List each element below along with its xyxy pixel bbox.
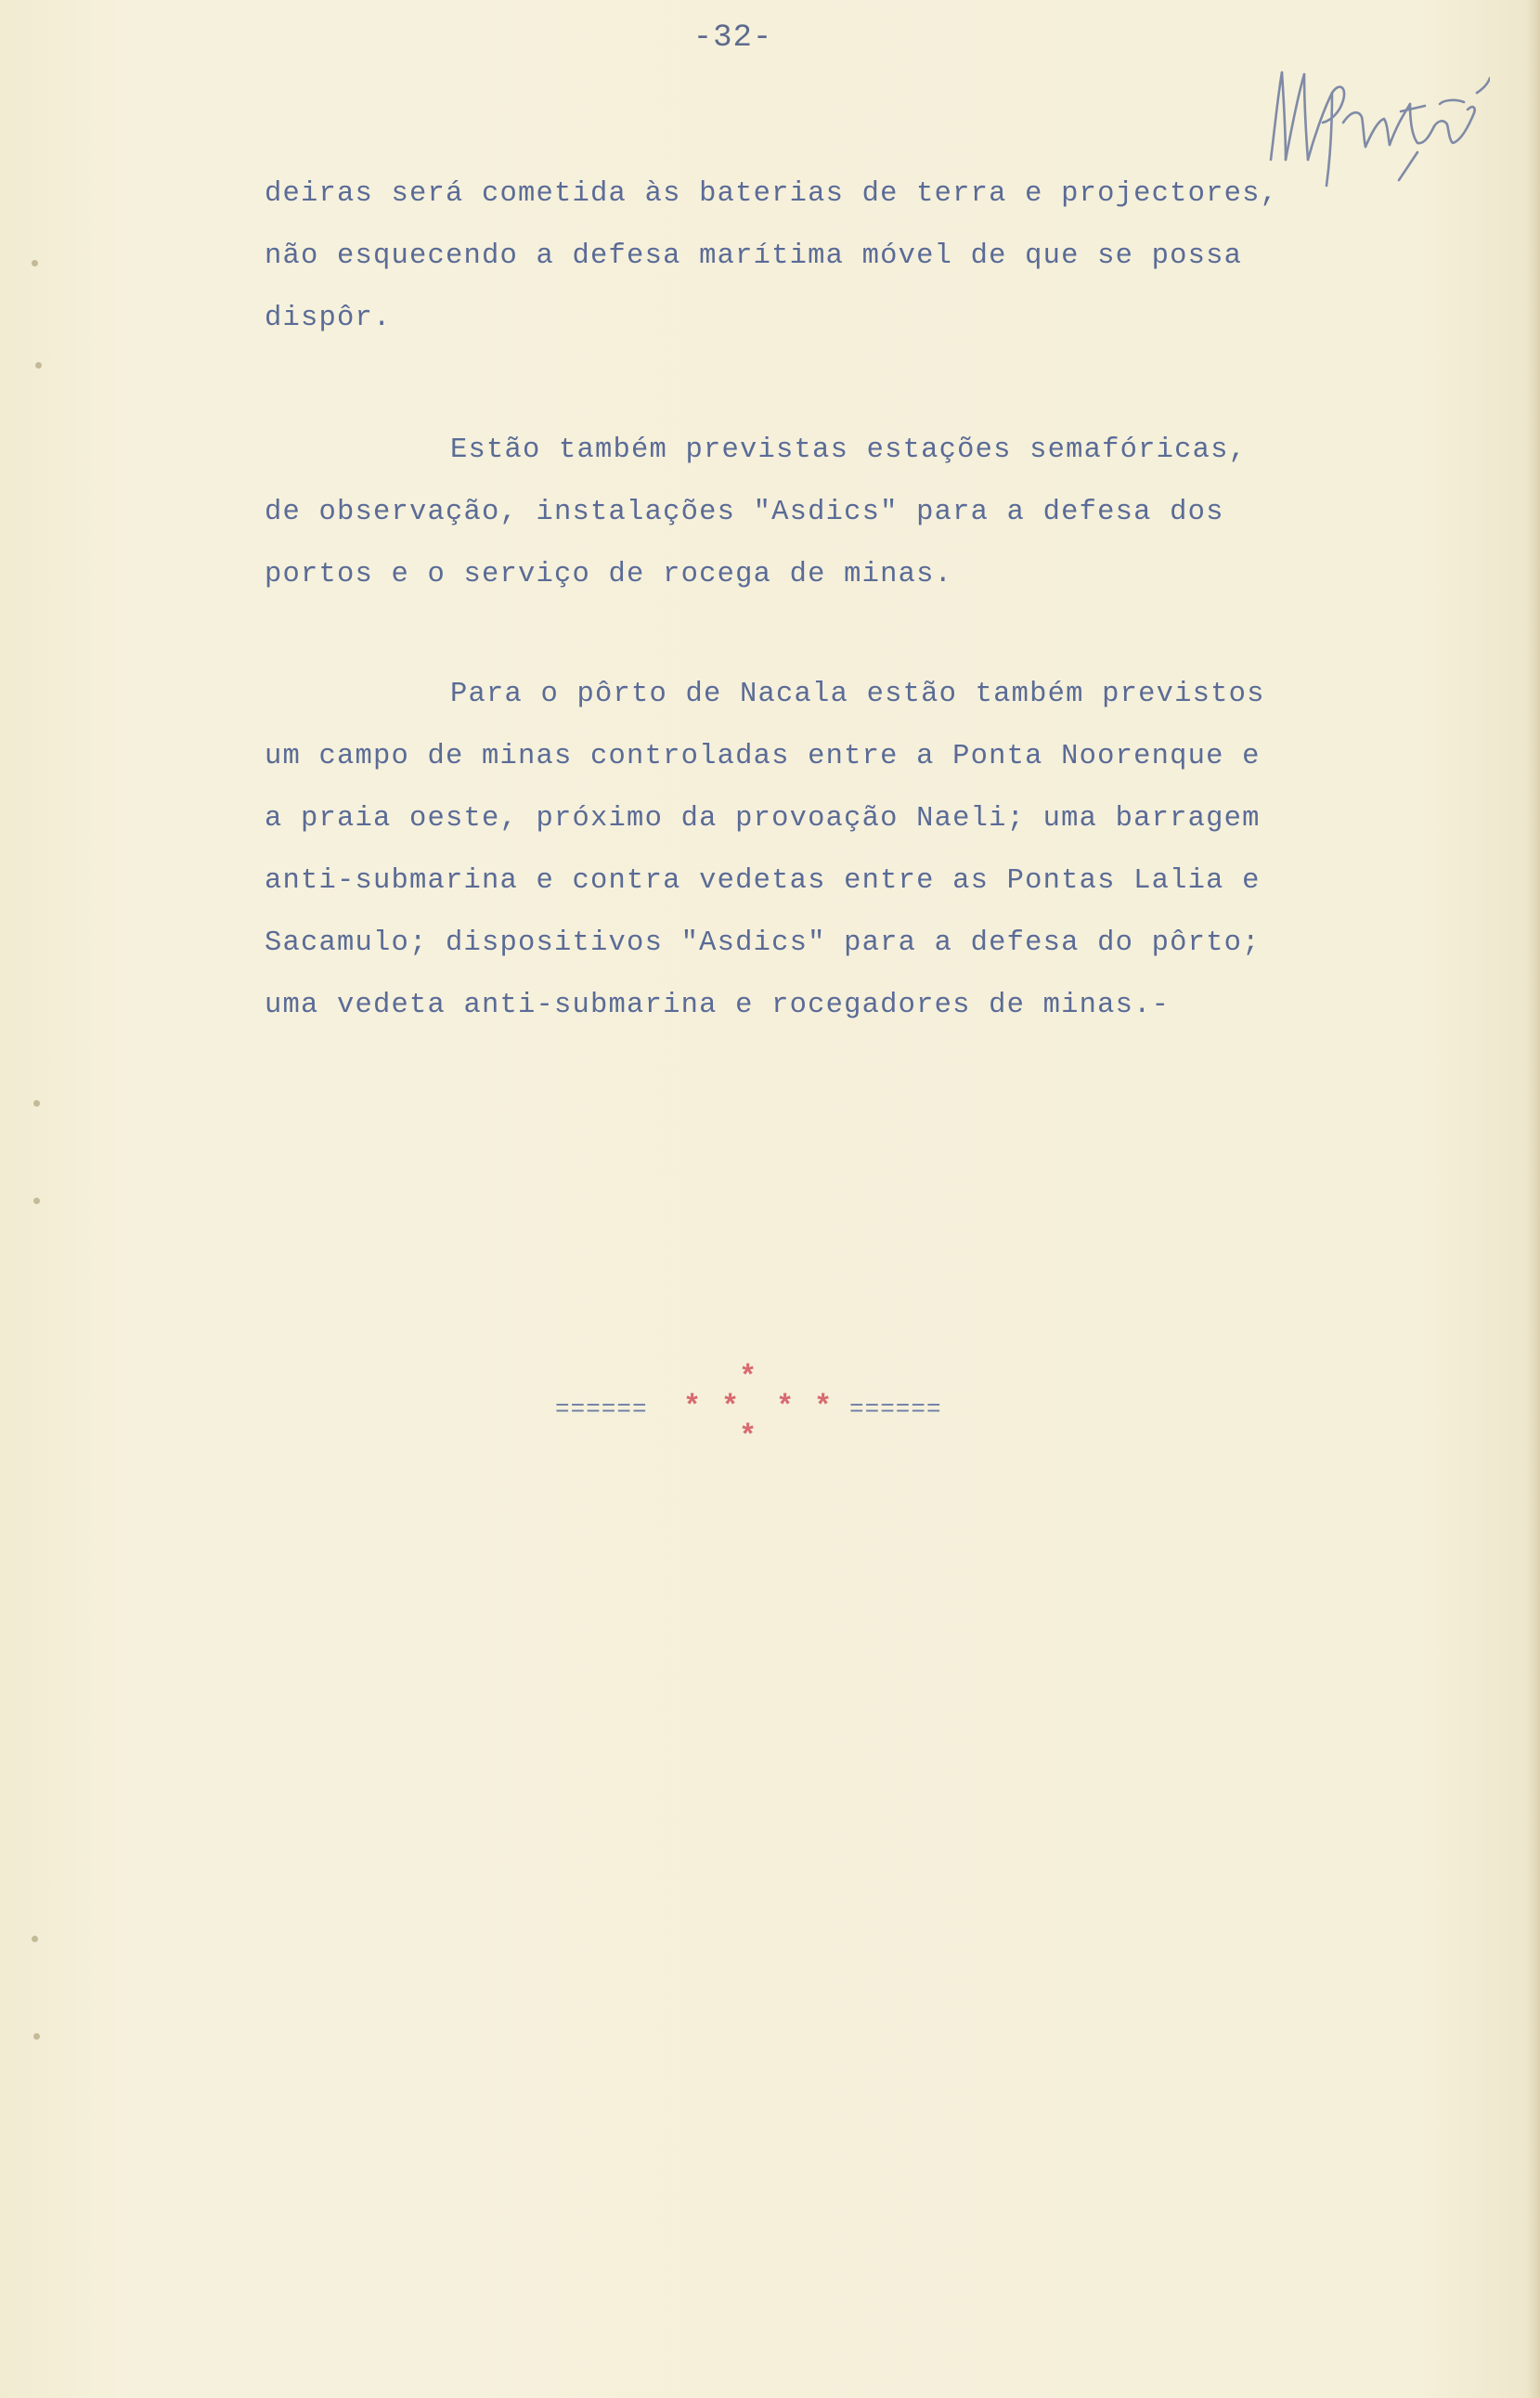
ornament-star: *	[683, 1390, 702, 1424]
page-edge	[1527, 0, 1540, 2398]
paragraph-line: de observação, instalações "Asdics" para a defesa dos	[265, 497, 1224, 528]
paragraph-2	[265, 420, 1304, 606]
paragraph-line: dispôr.	[265, 303, 392, 334]
punch-hole-mark	[32, 1936, 38, 1942]
punch-hole-mark	[33, 1100, 40, 1107]
paragraph-3	[265, 664, 1304, 1037]
punch-hole-mark	[32, 260, 38, 266]
paragraph-line: Estão também previstas estações semafóricas,	[450, 434, 1248, 466]
paragraph-line: não esquecendo a defesa marítima móvel de que se possa	[265, 240, 1243, 272]
paragraph-line: Sacamulo; dispositivos "Asdics" para a defesa do pôrto;	[265, 927, 1261, 959]
closing-ornament	[0, 1360, 1540, 1453]
ornament-rule-right: ======	[849, 1395, 942, 1423]
paragraph-1	[265, 163, 1304, 350]
ornament-star: *	[814, 1390, 833, 1424]
punch-hole-mark	[35, 362, 42, 369]
punch-hole-mark	[33, 1198, 40, 1204]
ornament-star: *	[739, 1419, 757, 1454]
paragraph-line: um campo de minas controladas entre a Ponta Noorenque e	[265, 741, 1261, 772]
ornament-star: *	[739, 1360, 757, 1394]
ornament-star: *	[721, 1390, 740, 1424]
paragraph-line: deiras será cometida às baterias de terra e projectores,	[265, 178, 1279, 210]
punch-hole-mark	[33, 2033, 40, 2040]
page-number: -32-	[692, 20, 773, 56]
paragraph-line: uma vedeta anti-submarina e rocegadores de minas.-	[265, 990, 1171, 1021]
paragraph-line: portos e o serviço de rocega de minas.	[265, 559, 953, 590]
ornament-star: *	[776, 1390, 795, 1424]
ornament-rule-left: ======	[555, 1395, 648, 1423]
paragraph-line: a praia oeste, próximo da provoação Naeli; uma barragem	[265, 803, 1261, 835]
paragraph-line: anti-submarina e contra vedetas entre as Pontas Lalia e	[265, 865, 1261, 897]
paragraph-line: Para o pôrto de Nacala estão também previstos	[450, 679, 1265, 710]
